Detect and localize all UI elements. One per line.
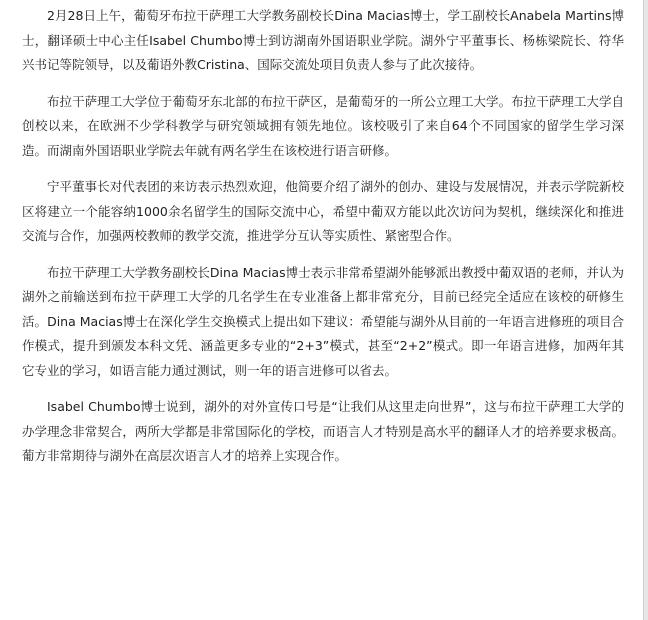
article-paragraph-2: 布拉干萨理工大学位于葡萄牙东北部的布拉干萨区，是葡萄牙的一所公立理工大学。布拉干萨理工大学自创校以来，在欧洲不少学科教学与研究领域拥有领先地位。该校吸引了来自64个不同国家的留学生学习深造。而湖南外国语职业学院去年就有两名学生在该校进行语言研修。 xyxy=(22,93,624,158)
article-paragraph-1: 2月28日上午，葡萄牙布拉干萨理工大学教务副校长Dina Macias博士，学工副校长Anabela Martins博士，翻译硕士中心主任Isabel Chumbo博士到访湖南外国语职业学院。湖外宁平董事长、杨栋梁院长、符华兴书记等院领导，以及葡语外教Cristina、国际交流处项目负责人参与了此次接待。 xyxy=(22,8,624,72)
article-paragraph-3: 宁平董事长对代表团的来访表示热烈欢迎，他简要介绍了湖外的创办、建设与发展情况，并表示学院新校区将建立一个能容纳1000余名留学生的国际交流中心，希望中葡双方能以此次访问为契机，继续深化和推进交流与合作，加强两校教师的教学交流，推进学分互认等实质性、紧密型合作。 xyxy=(22,179,624,243)
article-paragraph-5: Isabel Chumbo博士说到，湖外的对外宣传口号是“让我们从这里走向世界”，这与布拉干萨理工大学的办学理念非常契合，两所大学都是非常国际化的学校，而语言人才特别是高水平的翻译人才的培养要求极高。葡方非常期待与湖外在高层次语言人才的培养上实现合作。 xyxy=(22,399,624,463)
window-edge xyxy=(643,0,648,620)
article-paragraph-4: 布拉干萨理工大学教务副校长Dina Macias博士表示非常希望湖外能够派出教授中葡双语的老师，并认为湖外之前输送到布拉干萨理工大学的几名学生在专业准备上都非常充分，目前已经完全适应在该校的研修生活。Dina Macias博士在深化学生交换模式上提出如下建议：希望能与湖外从目前的一年语言进修班的项目合作模式，提升到颁发本科文凭、涵盖更多专业的“2+3”模式，甚至“2+2”模式。即一年语言进修，加两年其它专业的学习，如语言能力通过测试，则一年的语言进修可以省去。 xyxy=(22,264,624,378)
article-body xyxy=(22,4,624,481)
